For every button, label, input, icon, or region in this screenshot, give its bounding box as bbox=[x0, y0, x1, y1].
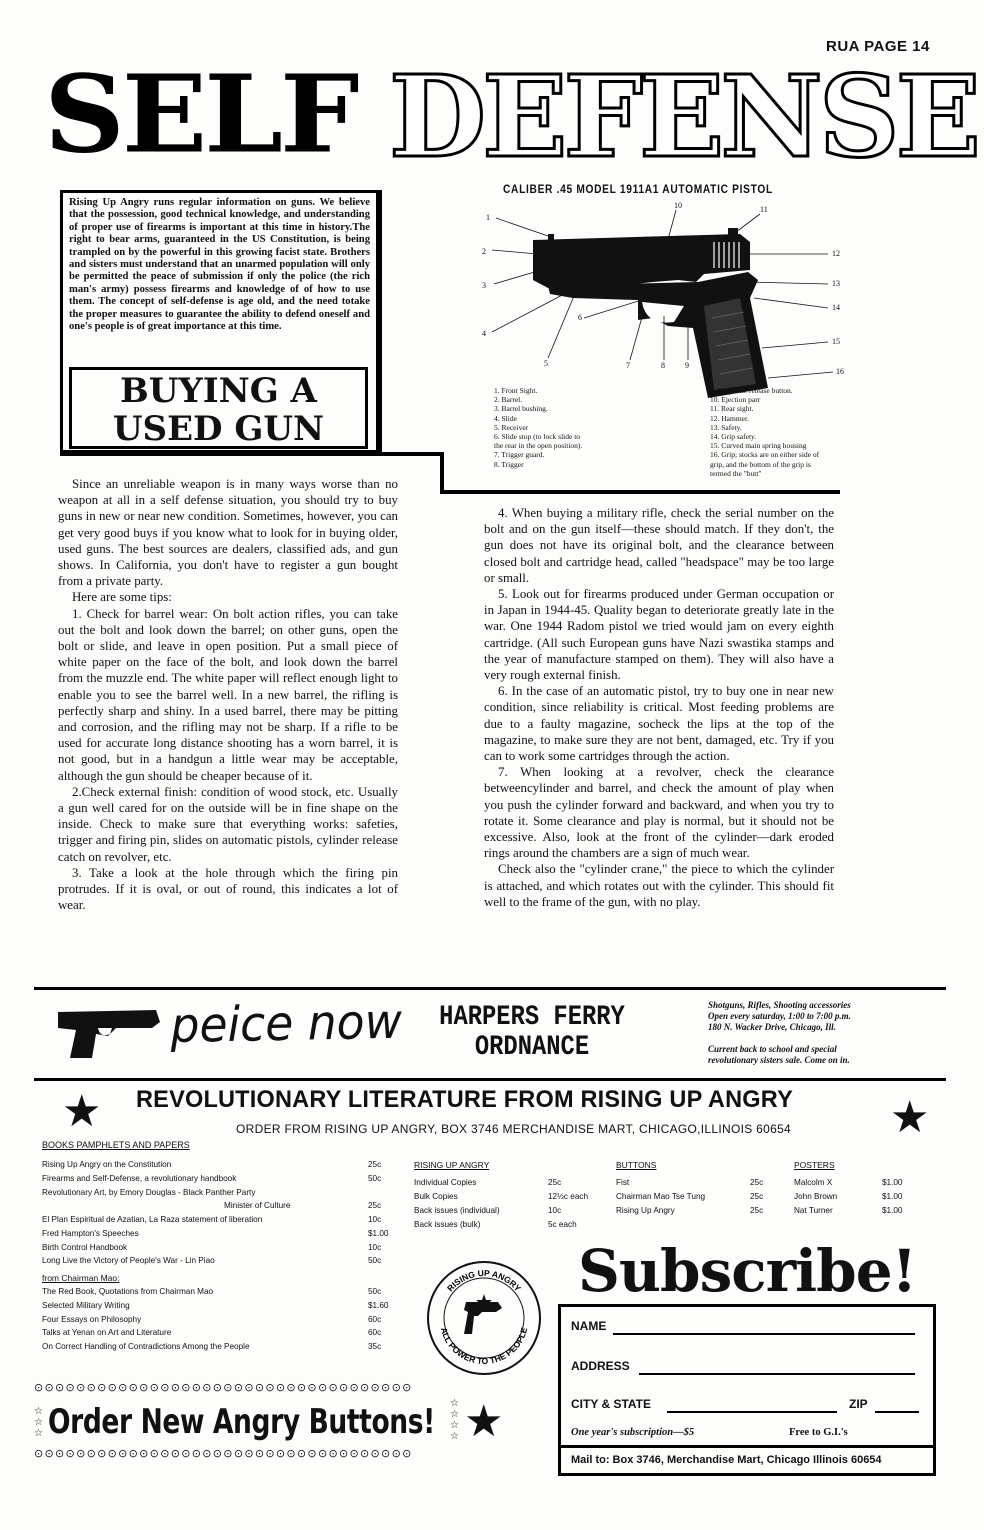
callout-label: 10 bbox=[674, 201, 682, 210]
ad-promo-line: revolutionary sisters sale. Come on in. bbox=[708, 1055, 850, 1065]
connector-rule bbox=[440, 452, 444, 494]
book-title: Birth Control Handbook bbox=[42, 1243, 128, 1252]
rua-item bbox=[414, 1192, 594, 1202]
item-title: Nat Turner bbox=[794, 1206, 833, 1215]
item-title: Back issues (individual) bbox=[414, 1206, 500, 1215]
book-item bbox=[42, 1229, 388, 1239]
book-price: 35c bbox=[368, 1342, 382, 1351]
zip-field[interactable] bbox=[875, 1411, 919, 1413]
headline-self: SELF bbox=[44, 52, 357, 177]
rising-up-angry-seal bbox=[424, 1258, 544, 1378]
poster-item bbox=[794, 1206, 914, 1216]
article-paragraph: 2.Check external finish: condition of wood stock, etc. Usually a gun well cared for on the outside will be in fine shape on the inside. Check to make sure that everything works: safeties, trigger and firing pin, slides on automatic pistols, cylinder release catch on revolver, etc. bbox=[58, 784, 398, 864]
page-label: RUA PAGE 14 bbox=[826, 38, 930, 55]
subscribe-heading: Subscribe! bbox=[578, 1237, 917, 1305]
item-title: Fist bbox=[616, 1178, 630, 1187]
books-heading: BOOKS PAMPHLETS AND PAPERS bbox=[42, 1140, 190, 1150]
callout-label: 11 bbox=[760, 205, 768, 214]
diagram-title: CALIBER .45 MODEL 1911A1 AUTOMATIC PISTOL bbox=[503, 182, 773, 196]
article-paragraph: Check also the "cylinder crane," the piece to which the cylinder is attached, and which rotates out with the cylinder. This should fit well to the frame of the gun, with no play. bbox=[484, 862, 834, 909]
connector-rule bbox=[380, 452, 444, 456]
item-price: $1.00 bbox=[882, 1206, 903, 1215]
callout-label: 14 bbox=[832, 303, 840, 312]
item-price: 5c each bbox=[548, 1220, 577, 1229]
book-item bbox=[42, 1201, 388, 1211]
book-title: Fred Hampton's Speeches bbox=[42, 1229, 139, 1238]
harpers-ferry-ad bbox=[40, 990, 940, 1074]
item-title: Chairman Mao Tse Tung bbox=[616, 1192, 706, 1201]
ad-info-line: Shotguns, Rifles, Shooting accessories bbox=[708, 1000, 851, 1010]
book-title: Talks at Yenan on Art and Literature bbox=[42, 1328, 172, 1337]
callout-label: 4 bbox=[482, 329, 486, 338]
book-item bbox=[42, 1328, 388, 1338]
item-price: 12½c each bbox=[548, 1192, 589, 1201]
star-icon: ★ bbox=[890, 1092, 930, 1143]
callout-label: 1 bbox=[486, 213, 490, 222]
book-price: 25c bbox=[368, 1160, 382, 1169]
intro-box bbox=[60, 190, 382, 456]
rua-heading: RISING UP ANGRY bbox=[414, 1160, 490, 1170]
buy-title-line1: BUYING A bbox=[120, 371, 317, 411]
article-paragraph: 4. When buying a military rifle, check the serial number on the bolt and on the gun itself—these should match. If they don't, the gun does not have its original bolt, and the clearance between closed bolt and cartridge head, called "headspace" may be too large or small. bbox=[484, 506, 834, 585]
city-state-label: CITY & STATE bbox=[571, 1397, 652, 1411]
book-price: 50c bbox=[368, 1174, 382, 1183]
callout-label: 2 bbox=[482, 247, 486, 256]
part-item: 10. Ejection parr bbox=[710, 395, 761, 405]
poster-item bbox=[794, 1178, 914, 1188]
callout-label: 15 bbox=[832, 337, 840, 346]
buy-title-line2: USED GUN bbox=[112, 409, 325, 449]
address-label: ADDRESS bbox=[571, 1359, 630, 1373]
book-price: 60c bbox=[368, 1315, 382, 1324]
item-price: 25c bbox=[750, 1178, 764, 1187]
buying-used-gun-title bbox=[69, 367, 368, 449]
book-item bbox=[42, 1315, 388, 1325]
part-item: 5. Receiver bbox=[494, 422, 529, 432]
article-column-left bbox=[58, 476, 398, 913]
button-item bbox=[616, 1178, 776, 1188]
item-price: 25c bbox=[750, 1206, 764, 1215]
article-column-right bbox=[484, 505, 834, 910]
callout-label: 9 bbox=[685, 361, 689, 370]
pistol-illustration bbox=[478, 198, 858, 408]
ad-promo bbox=[708, 1044, 908, 1066]
article-paragraph: 7. When looking at a revolver, check the clearance betweencylinder and barrel, and check the amount of play when you push the cylinder forward and backward, and when you try to rotate it. Some clearance and play is normal, but it should not be excessive. Also, look at the front of the cylinder—dark eroded rings around the chambers are a sign of much wear. bbox=[484, 765, 834, 861]
buttons-heading: BUTTONS bbox=[616, 1160, 657, 1170]
book-title: Firearms and Self-Defense, a revolutionary handbook bbox=[42, 1174, 237, 1183]
poster-item bbox=[794, 1192, 914, 1202]
ad-info-line: Open every saturday, 1:00 to 7:00 p.m. bbox=[708, 1011, 851, 1021]
book-price: 10c bbox=[368, 1215, 382, 1224]
book-price: $1.00 bbox=[368, 1229, 389, 1238]
book-price: 50c bbox=[368, 1256, 382, 1265]
callout-label: 7 bbox=[626, 361, 630, 370]
article-paragraph: Here are some tips: bbox=[72, 590, 172, 605]
book-title: Long Live the Victory of People's War - Lin Piao bbox=[42, 1256, 215, 1265]
callout-label: 6 bbox=[578, 313, 582, 322]
button-item bbox=[616, 1192, 776, 1202]
item-price: $1.00 bbox=[882, 1192, 903, 1201]
book-item bbox=[42, 1342, 388, 1352]
item-price: $1.00 bbox=[882, 1178, 903, 1187]
ad-info-line: 180 N. Wacker Drive, Chicago, Ill. bbox=[708, 1022, 836, 1032]
name-label: NAME bbox=[571, 1319, 607, 1333]
book-price: 50c bbox=[368, 1287, 382, 1296]
item-title: Malcolm X bbox=[794, 1178, 833, 1187]
headline bbox=[44, 52, 977, 183]
part-item: 6. Slide stop (to lock slide to the rear in the open position). bbox=[494, 432, 583, 451]
star-icon: ☆ ☆ ☆ ☆ bbox=[450, 1398, 459, 1442]
ad-name-line2: ORDNANCE bbox=[474, 1032, 590, 1063]
divider-rule bbox=[34, 1078, 946, 1081]
city-state-field[interactable] bbox=[667, 1411, 837, 1413]
item-price: 25c bbox=[548, 1178, 562, 1187]
item-title: Back issues (bulk) bbox=[414, 1220, 481, 1229]
item-title: Bulk Copies bbox=[414, 1192, 458, 1201]
book-item bbox=[42, 1301, 388, 1311]
button-item bbox=[616, 1206, 776, 1216]
article-paragraph: 5. Look out for firearms produced under German occupation or in Japan in 1944-45. Quality began to deteriorate greatly late in the war. One 1944 Radom pistol we tried would jam on every eighth cartridge. (All such European guns have Nazi swastika stamps and the year of manufacture stamped on them). They will also have a very rough external finish. bbox=[484, 587, 834, 683]
zip-label: ZIP bbox=[849, 1397, 868, 1411]
callout-label: 16 bbox=[836, 367, 844, 376]
article-paragraph: Since an unreliable weapon is in many ways worse than no weapon at all in a self defense situation, you should try to buy guns in new or near new condition. Sometimes, however, you can get very good buys if you know what to look for in buying older, used guns. The best sources are dealers, classified ads, and gun shows. In California, you don't have to register a gun bought from a private party. bbox=[58, 477, 398, 589]
item-title: John Brown bbox=[794, 1192, 838, 1201]
subscription-price: One year's subscription—$5 bbox=[571, 1427, 695, 1438]
article-paragraph: 6. In the case of an automatic pistol, try to buy one in near new condition, since reliability is critical. Most feeding problems are due to a faulty magazine, socheck the lips at the top of the magazine, to make sure they are not bent, damaged, etc. Try if you can to work some cartridges through the action. bbox=[484, 684, 834, 764]
book-title: Four Essays on Philosophy bbox=[42, 1315, 142, 1324]
book-item bbox=[42, 1256, 388, 1266]
star-icon: ★ bbox=[62, 1086, 102, 1137]
posters-heading: POSTERS bbox=[794, 1160, 835, 1170]
book-title: Minister of Culture bbox=[224, 1201, 291, 1210]
star-icon: ☆ ☆ ☆ bbox=[34, 1406, 43, 1439]
literature-order-address: ORDER FROM RISING UP ANGRY, BOX 3746 MERCHANDISE MART, CHICAGO,ILLINOIS 60654 bbox=[236, 1122, 792, 1136]
parts-list-left bbox=[494, 386, 684, 469]
order-buttons-banner: Order New Angry Buttons! bbox=[48, 1402, 435, 1442]
part-item: 8. Trigger bbox=[494, 459, 524, 469]
name-field[interactable] bbox=[613, 1333, 915, 1335]
book-item bbox=[42, 1188, 388, 1198]
ad-name-line1: HARPERS FERRY bbox=[439, 1002, 625, 1033]
book-title: El Plan Espiritual de Azatian, La Raza statement of liberation bbox=[42, 1215, 263, 1224]
part-item: 15. Curved main spring housing bbox=[710, 441, 807, 451]
part-item: 9. Magazine release button. bbox=[710, 386, 793, 395]
pistol-icon bbox=[56, 1006, 160, 1060]
item-title: Rising Up Angry bbox=[616, 1206, 675, 1215]
ad-info bbox=[708, 1000, 908, 1033]
seal-bottom-text: ALL POWER TO THE PEOPLE bbox=[438, 1326, 530, 1367]
callout-label: 12 bbox=[832, 249, 840, 258]
book-title: Revolutionary Art, by Emory Douglas - Black Panther Party bbox=[42, 1188, 256, 1197]
parts-list-right bbox=[710, 386, 860, 478]
book-item bbox=[42, 1174, 388, 1184]
book-price: $1.60 bbox=[368, 1301, 389, 1310]
intro-text: Rising Up Angry runs regular information on guns. We believe that the possession, good technical knowledge, and understanding of proper use of firearms is important at this time in history.The right to bear arms, guaranteed in the US Constitution, is being trampled on by the powerful in this growing facist state. Brothers and sisters must understand that an unarmed population will only be permitted the peace of submission if only the police (the rich man's army) possess firearms and knowledge of of how to use them. The concept of self-defense is age old, and the need totake the proper measures to guarantee the ability to defend oneself and one's people is of great importance at this time. bbox=[69, 197, 370, 333]
article-paragraph: 1. Check for barrel wear: On bolt action rifles, you can take out the bolt and look down the barrel; on other guns, open the bolt or slide, and leave in open position. Put a small piece of white paper on the face of the bolt, and look down the barrel from the muzzle end. The white paper will reflect enough light to enable you to see the barrel well. In a new barrel, the rifling is perfectly sharp and shiny. In a used barrel, there may be pitting and corrosion, and the rifling may not be sharp. If a rifle to be used for accurate long distance shooting has a worn barrel, it is not good, but in a handgun a little wear may be acceptable, although the gun should be cheaper because of it. bbox=[58, 606, 398, 783]
book-title: On Correct Handling of Contradictions Among the People bbox=[42, 1342, 250, 1351]
callout-label: 13 bbox=[832, 279, 840, 288]
part-item: 2. Barrel. bbox=[494, 395, 523, 405]
part-item: 14. Grip safety. bbox=[710, 432, 757, 442]
ad-promo-line: Current back to school and special bbox=[708, 1044, 837, 1054]
pistol-diagram bbox=[478, 178, 858, 496]
part-item: 16. Grip; stocks are on either side of grip, and the bottom of the grip is termed the "butt" bbox=[710, 450, 820, 478]
part-item: 4. Slide bbox=[494, 413, 517, 423]
item-title: Individual Copies bbox=[414, 1178, 477, 1187]
headline-defense: DEFENSE bbox=[389, 52, 977, 183]
part-item: 13. Safety. bbox=[710, 422, 742, 432]
book-item bbox=[42, 1160, 388, 1170]
dot-border: ⊙⊙⊙⊙⊙⊙⊙⊙⊙⊙⊙⊙⊙⊙⊙⊙⊙⊙⊙⊙⊙⊙⊙⊙⊙⊙⊙⊙⊙⊙⊙⊙⊙⊙⊙⊙ bbox=[34, 1448, 413, 1460]
seal-top-text: RISING UP ANGRY bbox=[444, 1267, 524, 1294]
item-price: 25c bbox=[750, 1192, 764, 1201]
book-title: Rising Up Angry on the Constitution bbox=[42, 1160, 172, 1169]
part-item: 12. Hammer. bbox=[710, 413, 749, 423]
book-price: 60c bbox=[368, 1328, 382, 1337]
address-field[interactable] bbox=[639, 1373, 915, 1375]
rua-item bbox=[414, 1206, 594, 1216]
dot-border: ⊙⊙⊙⊙⊙⊙⊙⊙⊙⊙⊙⊙⊙⊙⊙⊙⊙⊙⊙⊙⊙⊙⊙⊙⊙⊙⊙⊙⊙⊙⊙⊙⊙⊙⊙⊙ bbox=[34, 1382, 413, 1394]
part-item: 3. Barrel bushing. bbox=[494, 404, 548, 414]
star-icon: ★ bbox=[464, 1396, 504, 1447]
article-paragraph: 3. Take a look at the hole through which the firing pin protrudes. If it is oval, or out of round, this indicates a lot of wear. bbox=[58, 865, 398, 913]
free-to-gis: Free to G.I.'s bbox=[789, 1427, 848, 1438]
handwritten-slogan: peice now bbox=[170, 993, 403, 1054]
rua-item bbox=[414, 1220, 594, 1230]
book-title: Selected Military Writing bbox=[42, 1301, 130, 1310]
part-item: 1. Front Sight. bbox=[494, 386, 538, 395]
book-item bbox=[42, 1243, 388, 1253]
literature-title: REVOLUTIONARY LITERATURE FROM RISING UP ANGRY bbox=[136, 1086, 793, 1113]
book-title: The Red Book, Quotations from Chairman Mao bbox=[42, 1287, 214, 1296]
book-item bbox=[42, 1287, 388, 1297]
callout-label: 8 bbox=[661, 361, 665, 370]
callout-label: 3 bbox=[482, 281, 486, 290]
rua-item bbox=[414, 1178, 594, 1188]
book-price: 25c bbox=[368, 1201, 382, 1210]
part-item: 7. Trigger guard. bbox=[494, 450, 545, 460]
item-price: 10c bbox=[548, 1206, 562, 1215]
mao-heading: from Chairman Mao: bbox=[42, 1273, 120, 1283]
part-item: 11. Rear sight. bbox=[710, 404, 754, 414]
subscription-form bbox=[558, 1304, 936, 1476]
callout-label: 5 bbox=[544, 359, 548, 368]
mail-to-address: Mail to: Box 3746, Merchandise Mart, Chicago Illinois 60654 bbox=[561, 1445, 933, 1473]
book-item bbox=[42, 1215, 388, 1225]
book-price: 10c bbox=[368, 1243, 382, 1252]
